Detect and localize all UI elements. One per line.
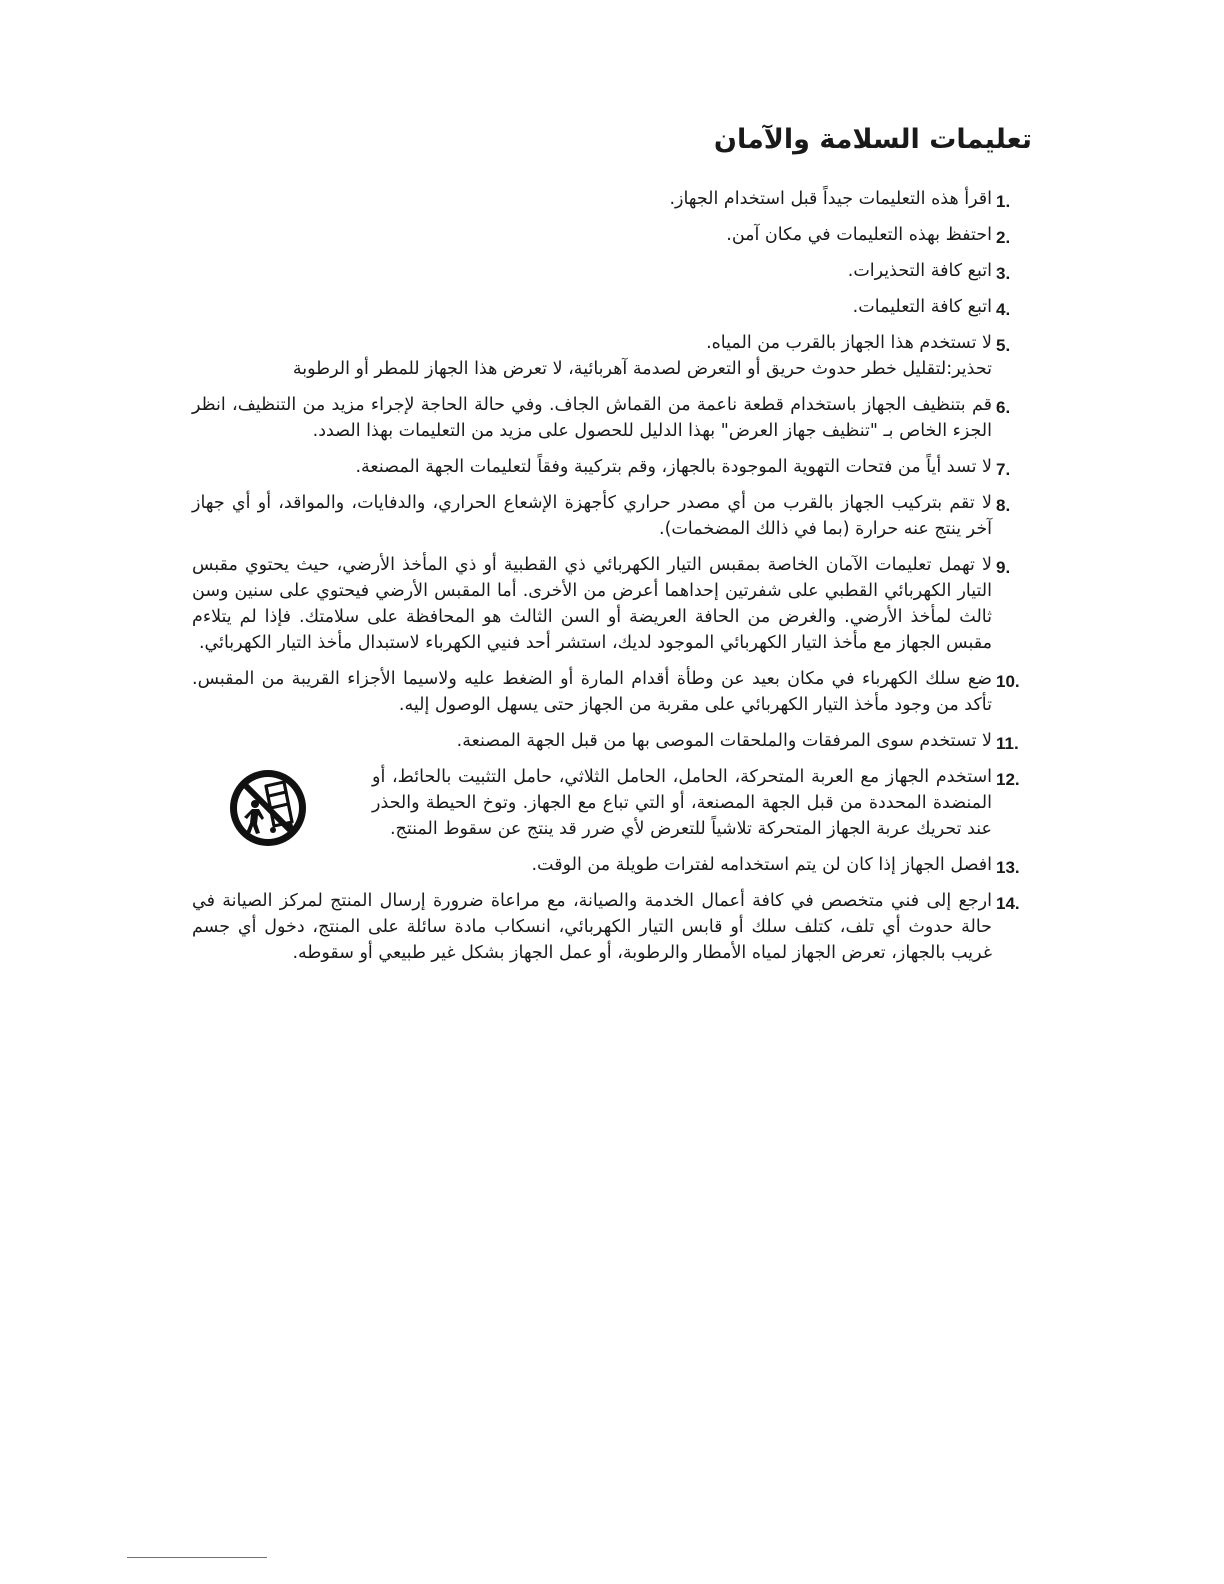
item-text: لا تسد أياً من فتحات التهوية الموجودة بالجهاز، وقم بتركيبة وفقاً لتعليمات الجهة المصنعة. [355, 457, 992, 477]
item-text: لا تستخدم سوى المرفقات والملحقات الموصى بها من قبل الجهة المصنعة. [456, 731, 992, 751]
list-item [192, 728, 1032, 754]
warning-text: تحذير:لتقليل خطر حدوث حريق أو التعرض لصدمة آهربائية، لا تعرض هذا الجهاز للمطر أو الرطوبة [292, 359, 992, 379]
list-item [192, 330, 1032, 382]
item-text: لا تقم بتركيب الجهاز بالقرب من أي مصدر حراري كأجهزة الإشعاع الحراري، والدفايات، والمواقد، أو أي جهاز آخر ينتج عنه حرارة (بما في ذالك المضخمات). [192, 493, 992, 539]
cart-tip-over-warning-icon [226, 766, 310, 850]
item-number: 11. [996, 734, 1019, 753]
item-number: 6. [996, 398, 1011, 417]
safety-instructions-list [192, 186, 1032, 976]
list-item [192, 186, 1032, 212]
item-number: 12. [996, 770, 1020, 789]
item-text: افصل الجهاز إذا كان لن يتم استخدامه لفترات طويلة من الوقت. [531, 855, 992, 875]
item-text: قم بتنظيف الجهاز باستخدام قطعة ناعمة من القماش الجاف. وفي حالة الحاجة لإجراء مزيد من التنظيف، انظر الجزء الخاص بـ "تنظيف جهاز العرض" بهذا الدليل للحصول على مزيد من التعليمات بهذا الصدد. [192, 395, 992, 441]
list-item [192, 666, 1032, 718]
item-number: 4. [996, 300, 1011, 319]
item-number: 9. [996, 558, 1011, 577]
item-number: 5. [996, 336, 1011, 355]
page-title: تعليمات السلامة والآمان [713, 124, 1032, 155]
item-text: استخدم الجهاز مع العربة المتحركة، الحامل، الحامل الثلاثي، حامل التثبيت بالحائط، أو المنضدة المحددة من قبل الجهة المصنعة، أو التي تباع مع الجهاز. وتوخ الحيطة والحذر عند تحريك عربة الجهاز المتحركة تلاشياً للتعرض لأي ضرر قد ينتج عن سقوط المنتج. [372, 767, 992, 839]
item-text: لا تهمل تعليمات الآمان الخاصة بمقبس التيار الكهربائي ذي القطبية أو ذي المأخذ الأرضي، حيث يحتوي مقبس التيار الكهربائي القطبي على شفرتين إحداهما أعرض من الأخرى. أما المقبس الأرضي فيحتوي على سنين وسن ثالث لمأخذ الأرضي. والغرض من الحافة العريضة أو السن الثالث هو المحافظة على سلامتك. فإذا لم يتلاءم مقبس الجهاز مع مأخذ التيار الكهربائي الموجود لديك، استشر أحد فنيي الكهرباء لاستبدال مأخذ التيار الكهربائي. [192, 555, 992, 653]
list-item [192, 294, 1032, 320]
list-item [192, 888, 1032, 966]
item-text: اقرأ هذه التعليمات جيداً قبل استخدام الجهاز. [669, 189, 992, 209]
item-text: اتبع كافة التعليمات. [852, 297, 992, 317]
list-item [192, 764, 1032, 842]
footnote-divider [127, 1557, 267, 1558]
list-item [192, 490, 1032, 542]
list-item [192, 392, 1032, 444]
list-item [192, 222, 1032, 248]
item-text: احتفظ بهذه التعليمات في مكان آمن. [726, 225, 992, 245]
item-text: اتبع كافة التحذيرات. [847, 261, 992, 281]
item-number: 10. [996, 672, 1020, 691]
list-item [192, 852, 1032, 878]
item-number: 8. [996, 496, 1011, 515]
item-number: 13. [996, 858, 1020, 877]
item-number: 2. [996, 228, 1011, 247]
item-text: ضع سلك الكهرباء في مكان بعيد عن وطأة أقدام المارة أو الضغط عليه ولاسيما الأجزاء القريبة من المقبس. تأكد من وجود مأخذ التيار الكهربائي على مقربة من الجهاز حتى يسهل الوصول إليه. [192, 669, 992, 715]
list-item [192, 454, 1032, 480]
item-number: 7. [996, 460, 1011, 479]
item-text: ارجع إلى فني متخصص في كافة أعمال الخدمة والصيانة، مع مراعاة ضرورة إرسال المنتج لمركز الصيانة في حالة حدوث أي تلف، كتلف سلك أو قابس التيار الكهربائي، انسكاب مادة سائلة على المنتج، دخول أي جسم غريب بالجهاز، تعرض الجهاز لمياه الأمطار والرطوبة، أو عمل الجهاز بشكل غير طبيعي أو سقوطه. [192, 891, 992, 963]
item-number: 14. [996, 894, 1020, 913]
list-item [192, 552, 1032, 656]
list-item [192, 258, 1032, 284]
item-number: 3. [996, 264, 1011, 283]
item-number: 1. [996, 192, 1011, 211]
item-text: لا تستخدم هذا الجهاز بالقرب من المياه. [706, 333, 992, 353]
